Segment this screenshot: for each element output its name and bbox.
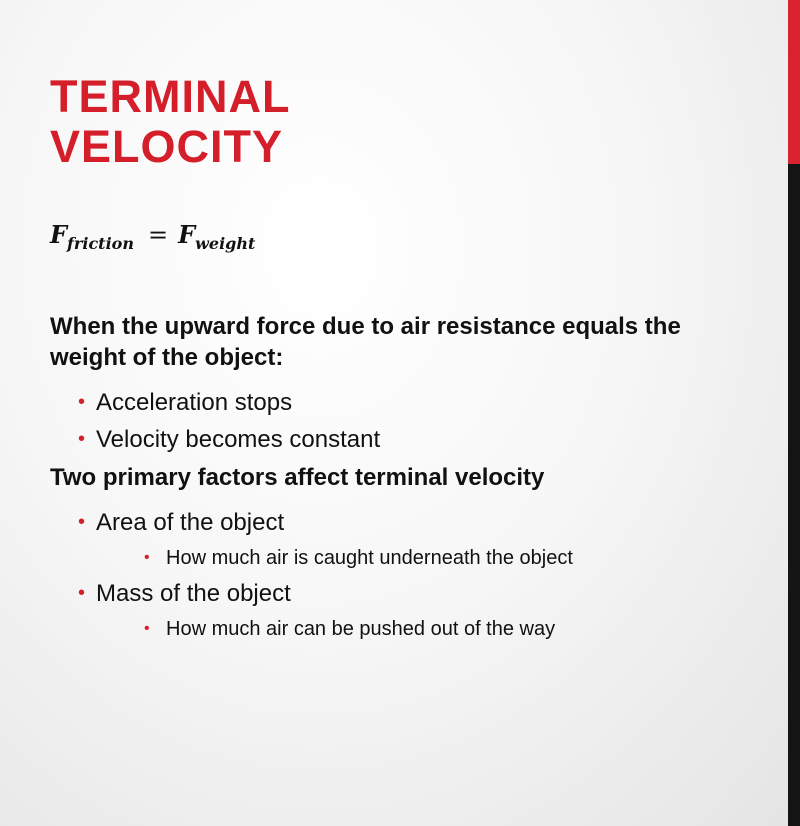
list-item (78, 384, 380, 421)
slide-title (50, 72, 290, 172)
factor-detail: How much air can be pushed out of the way (166, 618, 556, 640)
bullet-glyph: • (78, 391, 86, 413)
list-item (78, 575, 291, 612)
list-item (78, 504, 285, 541)
bullet-glyph: • (144, 620, 150, 637)
intro-statement: When the upward force due to air resistance equals the weight of the object: (50, 313, 681, 371)
factor-label: Mass of the object (96, 580, 291, 607)
formula-right-subscript: weight (195, 234, 256, 253)
dark-side-bar (788, 164, 800, 826)
slide-title-line-2: VELOCITY (50, 121, 284, 172)
formula-operator: = (147, 221, 169, 249)
slide-title-line-1: TERMINAL (50, 71, 291, 122)
list-item (144, 541, 573, 575)
factor-list-1 (78, 504, 285, 541)
list-item (78, 421, 381, 458)
bullet-text: Velocity becomes constant (96, 426, 381, 453)
bullet-text: Acceleration stops (96, 389, 293, 416)
intro-bullet-list (78, 384, 381, 458)
factor-list-2 (78, 575, 291, 612)
factor-detail: How much air is caught underneath the object (166, 547, 573, 569)
formula-right-symbol: F (178, 220, 196, 249)
list-item (144, 612, 556, 646)
factor-label: Area of the object (96, 509, 285, 536)
bullet-glyph: • (78, 428, 86, 450)
factors-heading: Two primary factors affect terminal velocity (50, 464, 545, 491)
factor-detail-list-1 (144, 541, 573, 575)
formula-left-subscript: friction (67, 234, 134, 253)
formula-left-symbol: F (50, 220, 68, 249)
bullet-glyph: • (78, 582, 86, 604)
factor-detail-list-2 (144, 612, 556, 646)
bullet-glyph: • (144, 549, 150, 566)
terminal-velocity-formula (50, 220, 255, 253)
accent-side-bar (788, 0, 800, 164)
bullet-glyph: • (78, 511, 86, 533)
